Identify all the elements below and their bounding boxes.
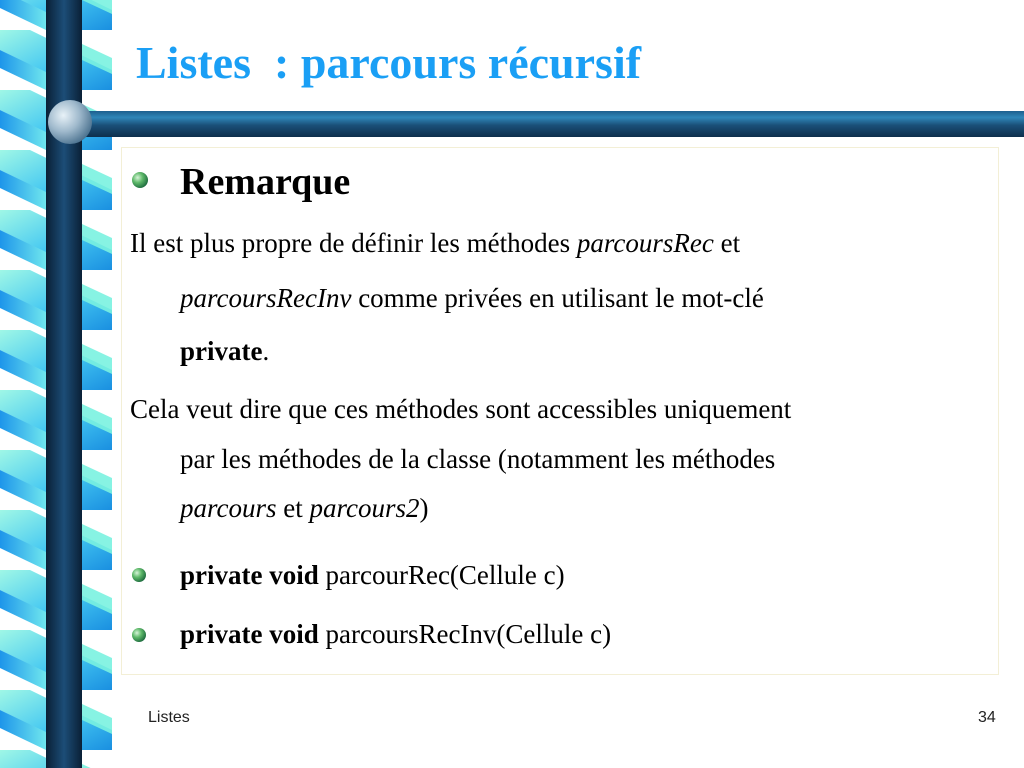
paragraph1-line2-text: comme privées en utilisant le mot-clé <box>351 283 764 313</box>
bullet-icon <box>132 568 146 582</box>
page-number: 34 <box>978 709 996 726</box>
paragraph1-line1 <box>130 230 740 257</box>
band-ribbon-segment <box>82 764 112 768</box>
heading-remarque: Remarque <box>180 161 351 203</box>
code-item-2-signature: parcoursRecInv(Cellule c) <box>318 619 612 649</box>
paragraph1-line3 <box>180 338 269 365</box>
paragraph1-line1-text: Il est plus propre de définir les méthodes <box>130 228 577 258</box>
paragraph2-line3-end: ) <box>419 493 429 523</box>
code-item-2-keyword: private void <box>180 619 319 649</box>
paragraph2-line3-italic2: parcours2 <box>309 493 420 523</box>
paragraph1-line2 <box>180 285 764 312</box>
paragraph1-line2-italic: parcoursRecInv <box>180 283 352 313</box>
paragraph1-line3-end: . <box>262 336 270 366</box>
paragraph2-line2: par les méthodes de la classe (notamment les méthodes <box>180 444 776 474</box>
paragraph2-line3-mid: et <box>276 493 310 523</box>
code-item-2 <box>180 621 611 648</box>
paragraph1-line1-end: et <box>713 228 741 258</box>
bullet-icon <box>132 628 146 642</box>
code-item-1-signature: parcourRec(Cellule c) <box>318 560 565 590</box>
code-item-1-keyword: private void <box>180 560 319 590</box>
footer-label: Listes <box>148 709 190 726</box>
title-rule <box>82 111 1024 137</box>
paragraph2-line3 <box>180 495 429 522</box>
paragraph2-line1: Cela veut dire que ces méthodes sont accessibles uniquement <box>130 394 792 424</box>
paragraph1-line1-italic: parcoursRec <box>576 228 714 258</box>
paragraph2-line3-italic1: parcours <box>180 493 277 523</box>
paragraph1-line3-bold: private <box>180 336 263 366</box>
title-rule-knob <box>48 100 92 144</box>
slide-title: Listes : parcours récursif <box>136 37 642 88</box>
bullet-icon <box>132 172 148 188</box>
code-item-1 <box>180 562 565 589</box>
